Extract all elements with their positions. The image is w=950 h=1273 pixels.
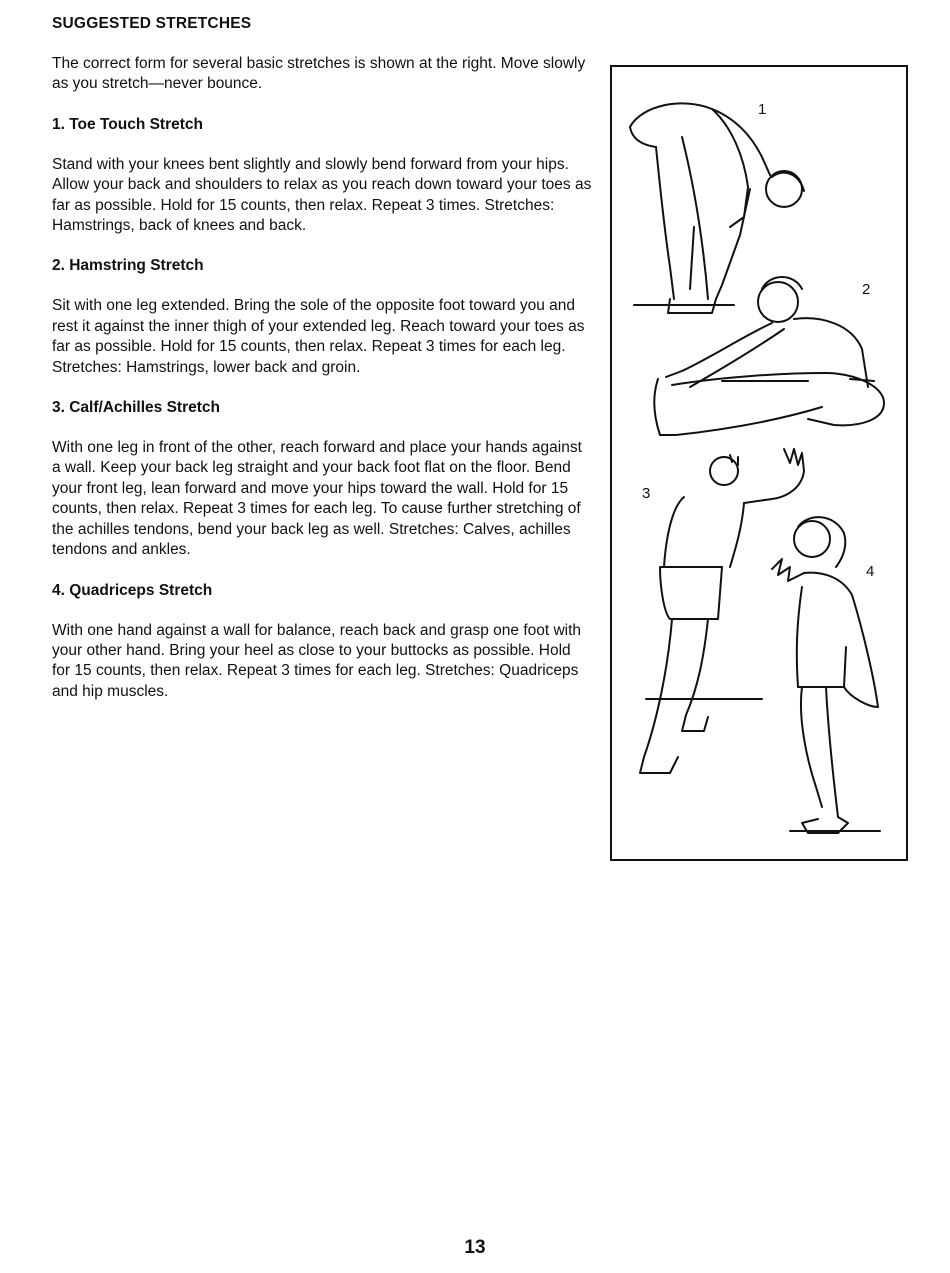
section-title: SUGGESTED STRETCHES — [52, 15, 252, 32]
figure-label-2: 2 — [862, 281, 871, 298]
hamstring-body: Sit with one leg extended. Bring the sole of the opposite foot toward you and rest it against the inner thigh of your extended leg. Reach toward your toes as far as possible. Hold for 15 counts, then relax. Repeat 3 times for each leg. Stretches: Hamstrings, lower back and groin. — [52, 297, 585, 376]
stretch-figures-drawing — [612, 67, 908, 861]
quadriceps-body: With one hand against a wall for balance, reach back and grasp one foot with your other hand. Bring your heel as close to your buttocks as possible. Hold for 15 counts, then relax. Repeat 3 times for each leg. Stretches: Quadriceps and hip muscles. — [52, 621, 582, 700]
calf-achilles-figure — [640, 449, 804, 773]
stretch-illustrations — [610, 65, 908, 861]
figure-label-4: 4 — [866, 563, 875, 580]
calf-achilles-body: With one leg in front of the other, reach forward and place your hands against a wall. Keep your back leg straight and your back foot flat on the floor. Bend your front leg, lean forward and move your hips toward the wall. Hold for 15 counts, then relax. Repeat 3 times for each leg. To cause further stretching of the achilles tendons, bend your back leg as well. Stretches: Calves, achilles tendons and ankles. — [52, 439, 582, 559]
page-number: 13 — [464, 1237, 486, 1258]
text-column — [52, 14, 592, 722]
calf-achilles-heading: 3. Calf/Achilles Stretch — [52, 399, 220, 417]
hamstring-heading: 2. Hamstring Stretch — [52, 257, 204, 275]
intro-paragraph: The correct form for several basic stretches is shown at the right. Move slowly as you stretch—never bounce. — [52, 55, 586, 93]
hamstring-figure — [654, 277, 884, 435]
toe-touch-heading: 1. Toe Touch Stretch — [52, 115, 203, 133]
quadriceps-figure — [772, 517, 880, 833]
quadriceps-heading: 4. Quadriceps Stretch — [52, 581, 213, 599]
figure-label-3: 3 — [642, 485, 651, 502]
toe-touch-body: Stand with your knees bent slightly and slowly bend forward from your hips. Allow your back and shoulders to relax as you reach down toward your toes as far as possible. Hold for 15 counts, then relax. Repeat 3 times. Stretches: Hamstrings, back of knees and back. — [52, 155, 592, 235]
figure-label-1: 1 — [758, 101, 767, 118]
